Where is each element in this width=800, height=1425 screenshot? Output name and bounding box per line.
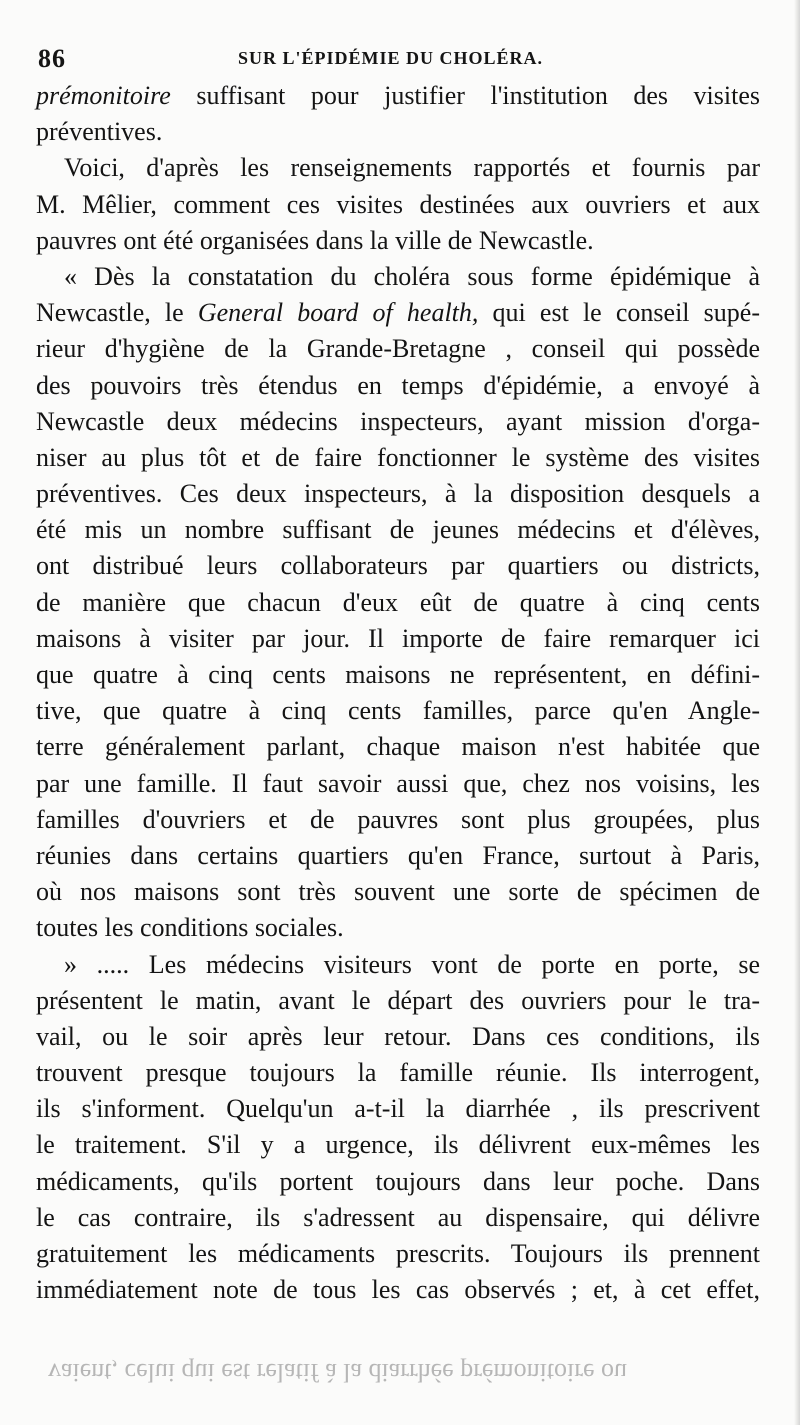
text-line — [36, 910, 760, 946]
text-line — [36, 1055, 760, 1091]
line-text: été mis un nombre suffisant de jeunes médecins et d'élèves, — [36, 515, 760, 545]
line-text: médicaments, qu'ils portent toujours dans leur poche. Dans — [36, 1166, 760, 1196]
text-line — [36, 1127, 760, 1163]
line-text: par une famille. Il faut savoir aussi que, chez nos voisins, les — [36, 768, 760, 798]
page-header — [38, 44, 758, 74]
text-line — [36, 548, 760, 584]
page-number: 86 — [38, 44, 66, 73]
text-line — [36, 947, 760, 983]
text-line — [36, 404, 760, 440]
line-text: le cas contraire, ils s'adressent au dispensaire, qui délivre — [36, 1202, 760, 1232]
text-line — [36, 585, 760, 621]
text-line — [36, 476, 760, 512]
text-line — [36, 1272, 760, 1308]
line-text: suffisant pour justifier l'institution des visites — [170, 81, 760, 110]
text-line — [36, 114, 760, 150]
text-line — [36, 693, 760, 729]
line-text: Newcastle, le — [36, 298, 198, 328]
line-text: « Dès la constatation du choléra sous forme épidémique à — [64, 261, 760, 291]
text-line — [36, 1019, 760, 1055]
text-line — [36, 187, 760, 223]
text-line — [36, 512, 760, 548]
text-line — [36, 223, 760, 259]
running-title: SUR L'ÉPIDÉMIE DU CHOLÉRA. — [238, 48, 544, 68]
line-text: préventives. Ces deux inspecteurs, à la disposition desquels a — [36, 479, 760, 509]
text-line — [36, 150, 760, 186]
page-edge-shadow — [794, 0, 800, 1425]
line-text: le traitement. S'il y a urgence, ils délivrent eux-mêmes les — [36, 1130, 760, 1160]
line-text: ont distribué leurs collaborateurs par quartiers ou districts, — [36, 551, 760, 581]
text-line — [36, 766, 760, 802]
line-text: des pouvoirs très étendus en temps d'épidémie, a envoyé à — [36, 370, 760, 400]
line-text: pauvres ont été organisées dans la ville de Newcastle. — [36, 225, 594, 255]
text-line — [36, 1091, 760, 1127]
italic-term: General board of health, — [197, 298, 479, 328]
text-line — [36, 838, 760, 874]
text-line — [36, 1164, 760, 1200]
line-text: maisons à visiter par jour. Il importe de faire remarquer ici — [36, 623, 760, 653]
line-text: où nos maisons sont très souvent une sorte de spécimen de — [36, 877, 760, 907]
line-text: que quatre à cinq cents maisons ne représentent, en défini- — [36, 660, 760, 689]
line-text: Voici, d'après les renseignements rapportés et fournis par — [64, 153, 760, 183]
text-line — [36, 295, 760, 331]
line-text: qui est le conseil supé- — [478, 298, 760, 328]
text-line — [36, 1200, 760, 1236]
line-text: Newcastle deux médecins inspecteurs, ayant mission d'orga- — [36, 406, 760, 436]
text-line — [36, 874, 760, 910]
line-text: niser au plus tôt et de faire fonctionner le système des visites — [36, 442, 760, 472]
text-line — [36, 440, 760, 476]
text-line — [36, 368, 760, 404]
text-line — [36, 657, 760, 693]
line-text: terre généralement parlant, chaque maison n'est habitée que — [36, 732, 760, 762]
body-text — [36, 78, 760, 1308]
text-line — [36, 983, 760, 1019]
line-text: familles d'ouvriers et de pauvres sont plus groupées, plus — [36, 804, 760, 834]
text-line — [36, 621, 760, 657]
bleed-through-line: vaient, celui qui est relatif à la diarrhée prémonitoire ou — [48, 1358, 627, 1387]
italic-term: prémonitoire — [36, 81, 171, 110]
text-line — [36, 78, 760, 114]
text-line — [36, 331, 760, 367]
text-line — [36, 1236, 760, 1272]
text-line — [36, 729, 760, 765]
line-text: de manière que chacun d'eux eût de quatre à cinq cents — [36, 587, 760, 617]
line-text: » ..... Les médecins visiteurs vont de porte en porte, se — [64, 949, 760, 979]
line-text: ils s'informent. Quelqu'un a-t-il la diarrhée , ils prescrivent — [36, 1094, 760, 1124]
line-text: toutes les conditions sociales. — [36, 913, 344, 943]
text-line — [36, 259, 760, 295]
line-text: trouvent presque toujours la famille réunie. Ils interrogent, — [36, 1058, 760, 1088]
line-text: immédiatement note de tous les cas observés ; et, à cet effet, — [36, 1275, 760, 1305]
line-text: présentent le matin, avant le départ des ouvriers pour le tra- — [36, 985, 760, 1015]
line-text: préventives. — [36, 117, 163, 147]
line-text: gratuitement les médicaments prescrits. Toujours ils prennent — [36, 1239, 760, 1268]
text-line — [36, 802, 760, 838]
line-text: rieur d'hygiène de la Grande-Bretagne , conseil qui possède — [36, 334, 760, 364]
line-text: tive, que quatre à cinq cents familles, parce qu'en Angle- — [36, 696, 760, 726]
line-text: vail, ou le soir après leur retour. Dans ces conditions, ils — [36, 1021, 760, 1051]
line-text: réunies dans certains quartiers qu'en France, surtout à Paris, — [36, 840, 760, 870]
line-text: M. Mêlier, comment ces visites destinées aux ouvriers et aux — [36, 189, 760, 219]
